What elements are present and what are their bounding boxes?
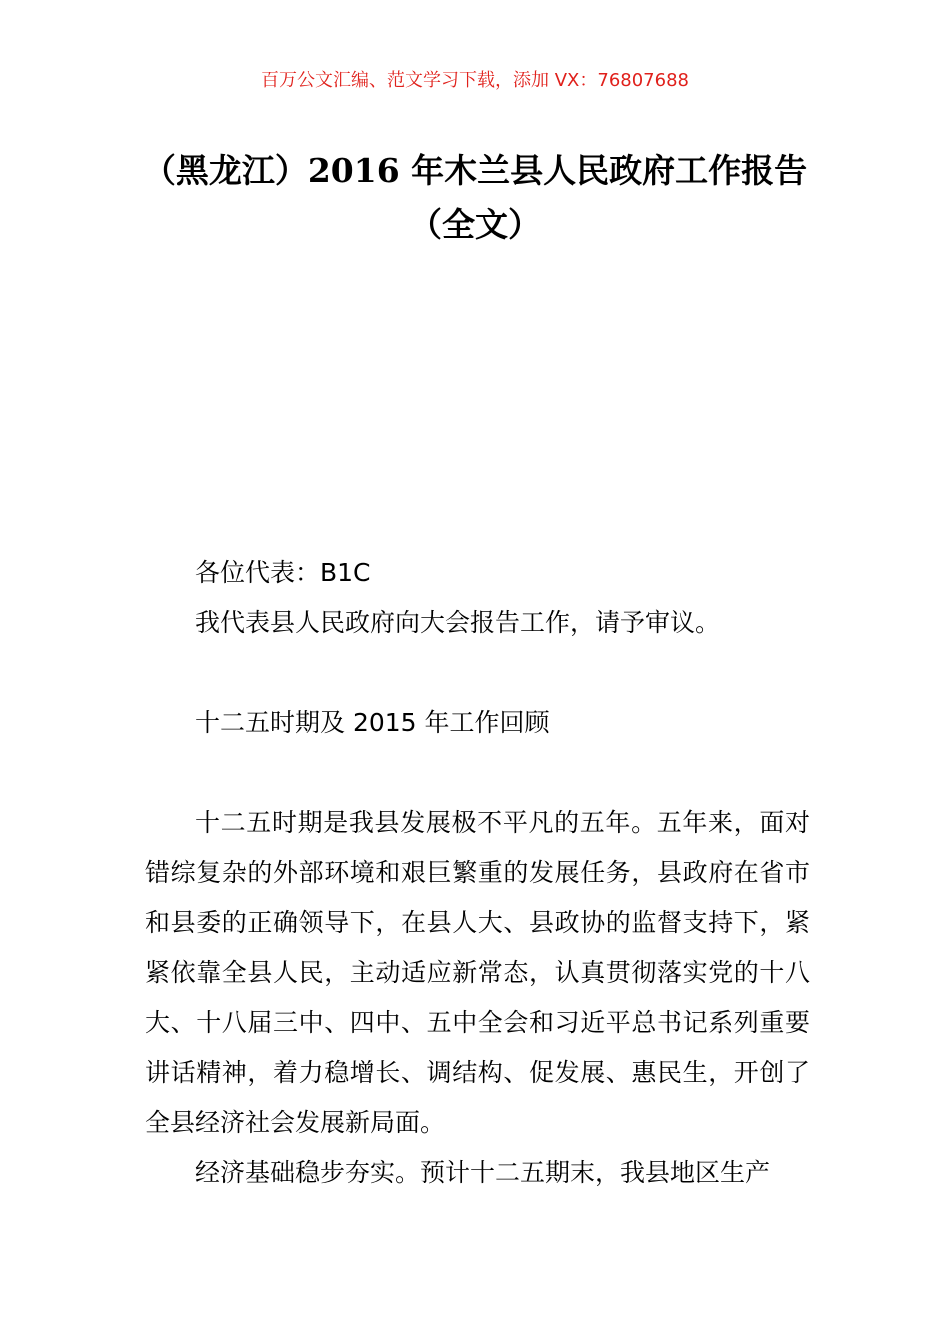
section-heading: 十二五时期及 2015 年工作回顾 (195, 708, 550, 737)
paragraph: 经济基础稳步夯实。预计十二五期末，我县地区生产 (195, 1158, 771, 1187)
salutation: 各位代表：B1C (195, 558, 371, 587)
intro-line: 我代表县人民政府向大会报告工作，请予审议。 (195, 608, 721, 637)
header-note: 百万公文汇编、范文学习下载，添加 VX：76807688 (261, 70, 689, 91)
document-title: （黑龙江）2016 年木兰县人民政府工作报告（全文） (142, 151, 808, 244)
paragraph: 十二五时期是我县发展极不平凡的五年。五年来，面对错综复杂的外部环境和艰巨繁重的发展任务，县政府在省市和县委的正确领导下，在县人大、县政协的监督支持下，紧紧依靠全县人民，主动适应新常态，认真贯彻落实党的十八大、十八届三中、四中、五中全会和习近平总书记系列重要讲话精神，着力稳增长、调结构、促发展、惠民生，开创了全县经济社会发展新局面。 (145, 808, 810, 1137)
